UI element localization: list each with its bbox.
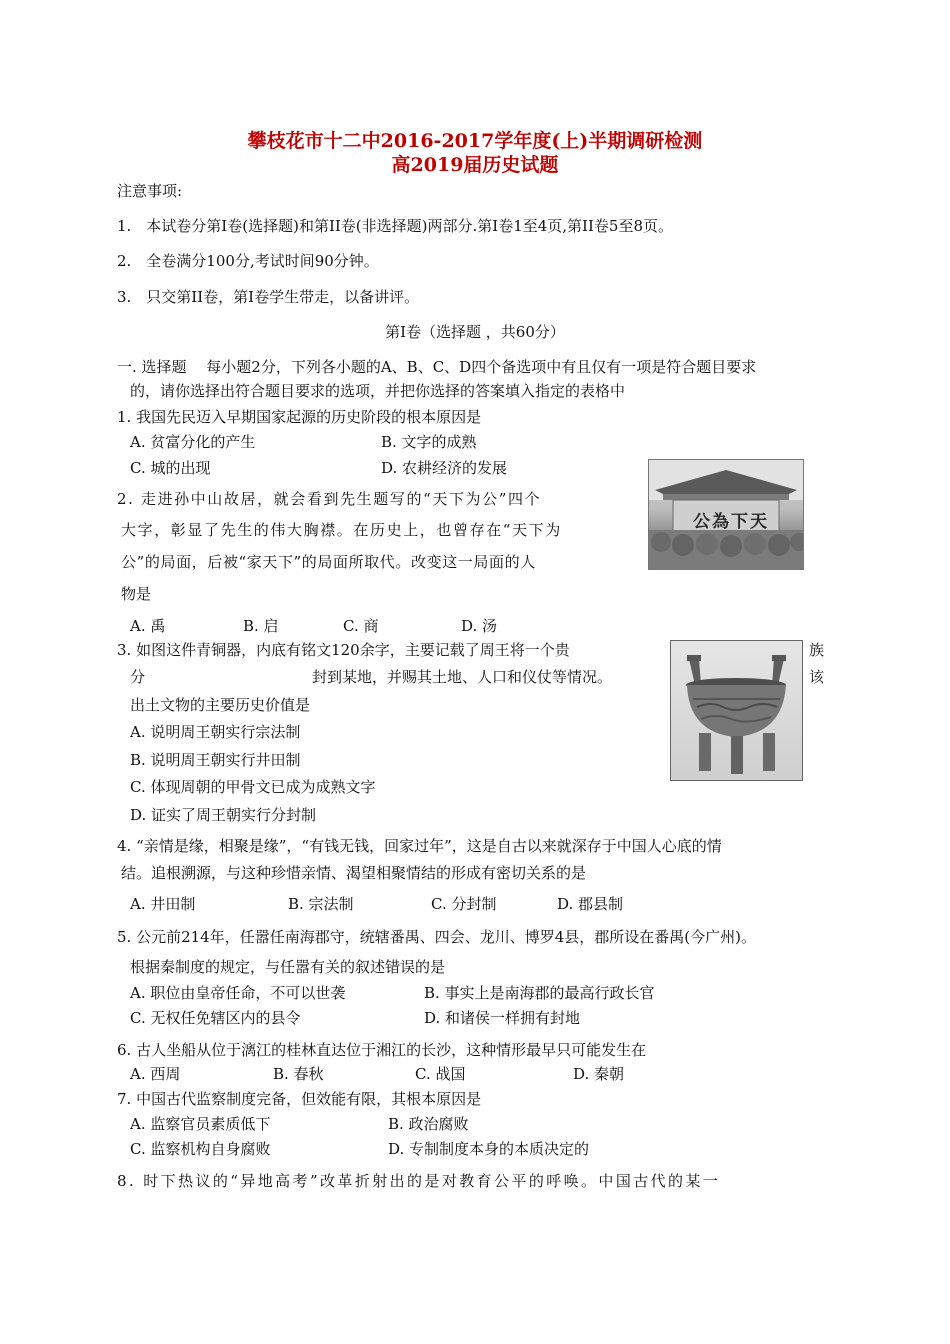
q5-option-c: C. 无权任免辖区内的县令 [130,1009,301,1027]
q2-option-c: C. 商 [343,617,379,635]
q3-option-c: C. 体现周朝的甲骨文已成为成熟文字 [130,778,376,796]
section-title: 第I卷（选择题 ，共60分） [385,323,565,341]
q4-option-d: D. 郡县制 [557,895,624,913]
notes-item-1: 1. 本试卷分第I卷(选择题)和第II卷(非选择题)两部分.第I卷1至4页,第II卷5至8页。 [117,217,673,235]
q4-option-b: B. 宗法制 [288,895,354,913]
notes-item-2: 2. 全卷满分100分,考试时间90分钟。 [117,252,379,270]
section-instruction-line2: 的，请你选择出符合题目要求的选项，并把你选择的答案填入指定的表格中 [130,382,626,400]
q4-line2: 结。追根溯源，与这种珍惜亲情、渴望相聚情结的形成有密切关系的是 [121,864,587,882]
pavilion-photo [648,459,804,570]
section-instruction-line1: 一. 选择题 每小题2分，下列各小题的A、B、C、D四个备选项中有且仅有一项是符合题目要求 [117,358,757,376]
q7-option-c: C. 监察机构自身腐败 [130,1140,271,1158]
q3-line3: 出土文物的主要历史价值是 [130,696,311,714]
q3-line1: 3. 如图这件青铜器，内底有铭文120余字，主要记载了周王将一个贵 [117,641,570,659]
q6-stem: 6. 古人坐船从位于漓江的桂林直达位于湘江的长沙，这种情形最早只可能发生在 [117,1041,647,1059]
q2-option-d: D. 汤 [461,617,498,635]
notes-item-3: 3. 只交第II卷，第I卷学生带走，以备讲评。 [117,288,420,306]
q2-line3: 公”的局面，后被“家天下”的局面所取代。改变这一局面的人 [121,553,536,571]
q6-option-a: A. 西周 [130,1065,181,1083]
q3-line1-end: 族 [809,641,825,659]
q7-option-b: B. 政治腐败 [388,1115,469,1133]
q4-option-a: A. 井田制 [130,895,196,913]
q1-option-c: C. 城的出现 [130,459,211,477]
bronze-ding-photo [670,640,803,781]
q2-line1: 2. 走进孙中山故居，就会看到先生题写的“天下为公”四个 [117,490,542,508]
q1-option-b: B. 文字的成熟 [381,433,477,451]
q3-line2: 封到某地，并赐其土地、人口和仪仗等情况。 [312,668,613,686]
q7-option-d: D. 专制制度本身的本质决定的 [388,1140,590,1158]
exam-title-line2: 高2019届历史试题 [391,154,559,176]
q3-option-b: B. 说明周王朝实行井田制 [130,751,301,769]
q2-option-a: A. 禹 [130,617,166,635]
q6-option-c: C. 战国 [415,1065,466,1083]
exam-title-line1: 攀枝花市十二中2016-2017学年度(上)半期调研检测 [247,130,703,152]
q1-option-a: A. 贫富分化的产生 [130,433,256,451]
notes-heading: 注意事项: [117,182,183,200]
q2-option-b: B. 启 [243,617,279,635]
q6-option-b: B. 春秋 [273,1065,324,1083]
q3-line2-end: 该 [809,668,825,686]
q4-line1: 4. “亲情是缘，相聚是缘”，“有钱无钱，回家过年”，这是自古以来就深存于中国人心底的情 [117,837,722,855]
q5-option-a: A. 职位由皇帝任命，不可以世袭 [130,984,346,1002]
bronze-ding-illustration [671,641,802,780]
pavilion-plaque-text: 公為下天 [693,512,769,532]
q5-option-d: D. 和诸侯一样拥有封地 [424,1009,581,1027]
q3-option-a: A. 说明周王朝实行宗法制 [130,723,301,741]
q6-option-d: D. 秦朝 [573,1065,625,1083]
q2-line4: 物是 [121,585,152,603]
q3-option-d: D. 证实了周王朝实行分封制 [130,806,317,824]
q7-option-a: A. 监察官员素质低下 [130,1115,271,1133]
q3-line2-start: 分 [130,668,146,686]
q8-line1: 8. 时下热议的“异地高考”改革折射出的是对教育公平的呼唤。中国古代的某一 [117,1172,721,1190]
q1-option-d: D. 农耕经济的发展 [381,459,508,477]
q1-stem: 1. 我国先民迈入早期国家起源的历史阶段的根本原因是 [117,408,482,426]
q5-line2: 根据秦制度的规定，与任嚣有关的叙述错误的是 [130,958,446,976]
q5-option-b: B. 事实上是南海郡的最高行政长官 [424,984,655,1002]
q4-option-c: C. 分封制 [431,895,497,913]
q7-stem: 7. 中国古代监察制度完备，但效能有限，其根本原因是 [117,1090,482,1108]
q2-line2: 大字，彰显了先生的伟大胸襟。在历史上，也曾存在“天下为 [121,521,562,539]
q5-line1: 5. 公元前214年，任嚣任南海郡守，统辖番禺、四会、龙川、博罗4县，郡所设在番禺(今广州)。 [117,928,756,946]
